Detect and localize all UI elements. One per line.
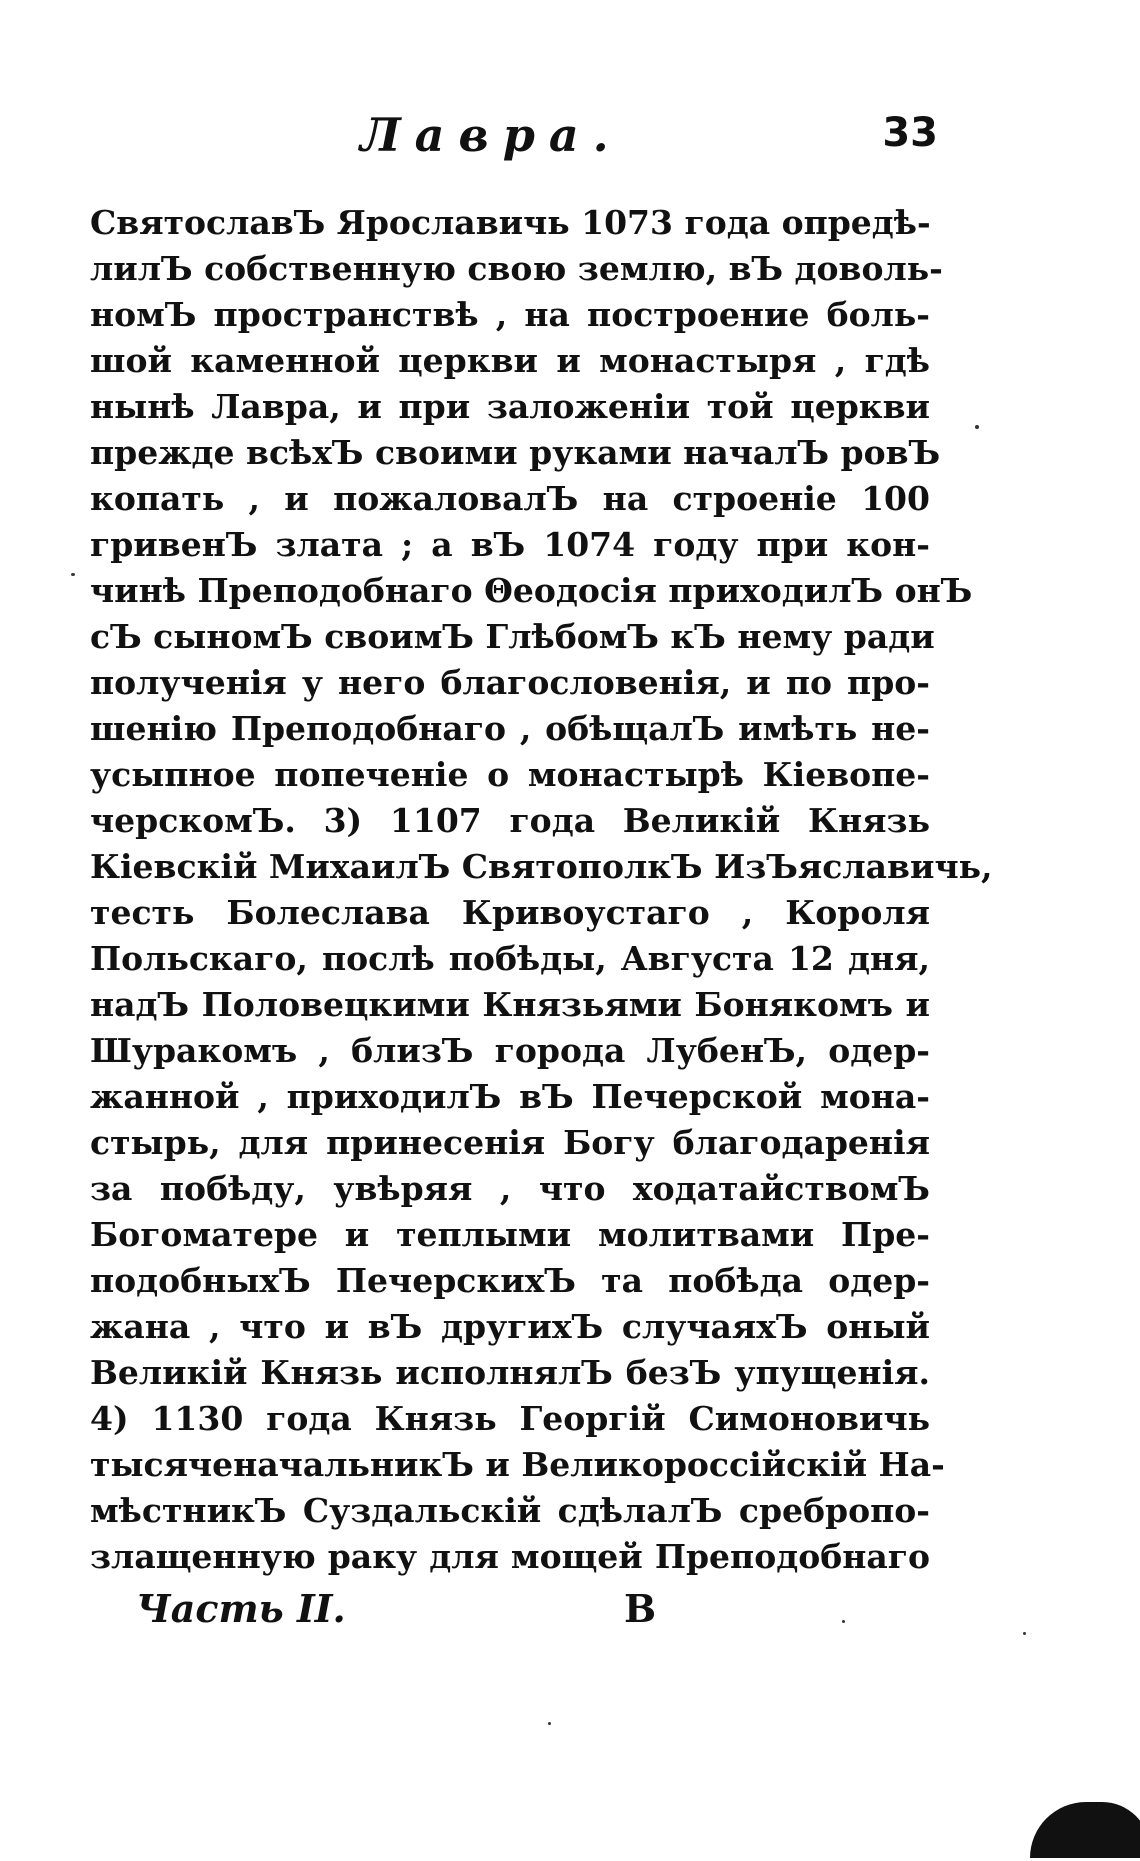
text-line: Шуракомъ , близЪ города ЛубенЪ, одер- <box>90 1031 930 1070</box>
page-number: 33 <box>882 110 938 156</box>
text-line: Богоматере и теплыми молитвами Пре- <box>90 1215 930 1254</box>
ink-speck <box>548 1722 551 1725</box>
ink-speck <box>842 1620 845 1623</box>
page-header <box>90 108 938 168</box>
page-footer <box>90 1586 930 1636</box>
ink-speck <box>71 573 75 576</box>
part-label: Часть II. <box>136 1586 346 1631</box>
signature-mark: В <box>624 1586 657 1631</box>
text-line: гривенЪ злата ; а вЪ 1074 году при кон- <box>90 525 930 564</box>
text-line: прежде всѣхЪ своими руками началЪ ровЪ <box>90 433 941 472</box>
text-line: Кiевскiй МихаилЪ СвятополкЪ ИзЪяславичь, <box>90 847 993 886</box>
text-line: чинѣ Преподобнаго Θеодосiя приходилЪ онЪ <box>90 571 973 610</box>
ink-blot <box>1030 1802 1140 1858</box>
text-line: за побѣду, увѣряя , что ходатайствомЪ <box>90 1169 930 1208</box>
text-line: Великiй Князь исполнялЪ безЪ упущенiя. <box>90 1353 930 1392</box>
ink-speck <box>1023 1632 1026 1635</box>
text-line: жанной , приходилЪ вЪ Печерской мона- <box>90 1077 930 1116</box>
text-line: номЪ пространствѣ , на построение боль- <box>90 295 930 334</box>
text-line: 4) 1130 года Князь Георгiй Симоновичь <box>90 1399 930 1438</box>
text-line: злащенную раку для мощей Преподобнаго <box>90 1537 930 1576</box>
text-line: тесть Болеслава Кривоустаго , Короля <box>90 893 930 932</box>
text-line: копать , и пожаловалЪ на строенiе 100 <box>90 479 930 518</box>
ink-speck <box>975 425 979 429</box>
text-line: полученiя у него благословенiя, и по про- <box>90 663 930 702</box>
text-line: стырь, для принесенiя Богу благодаренiя <box>90 1123 930 1162</box>
text-line: СвятославЪ Ярославичь 1073 года опредѣ- <box>90 203 931 242</box>
text-line: мѣстникЪ Суздальскiй сдѣлалЪ сребропо- <box>90 1491 930 1530</box>
text-line: шой каменной церкви и монастыря , гдѣ <box>90 341 930 380</box>
running-title: Лавра. <box>360 108 623 162</box>
text-line: Польскаго, послѣ побѣды, Августа 12 дня, <box>90 939 930 978</box>
text-line: жана , что и вЪ другихЪ случаяхЪ оный <box>90 1307 930 1346</box>
text-line: усыпное попеченiе о монастырѣ Кiевопе- <box>90 755 930 794</box>
text-line: сЪ сыномЪ своимЪ ГлѣбомЪ кЪ нему ради <box>90 617 935 656</box>
text-line: надЪ Половецкими Князьями Бонякомъ и <box>90 985 930 1024</box>
text-line: нынѣ Лавра, и при заложенiи той церкви <box>90 387 930 426</box>
text-line: черскомЪ. 3) 1107 года Великiй Князь <box>90 801 930 840</box>
text-line: лилЪ собственную свою землю, вЪ доволь- <box>90 249 943 288</box>
text-line: шенiю Преподобнаго , обѣщалЪ имѣть не- <box>90 709 930 748</box>
text-line: подобныхЪ ПечерскихЪ та побѣда одер- <box>90 1261 930 1300</box>
text-line: тысяченачальникЪ и Великороссiйскiй На- <box>90 1445 945 1484</box>
body-text <box>90 200 993 1580</box>
